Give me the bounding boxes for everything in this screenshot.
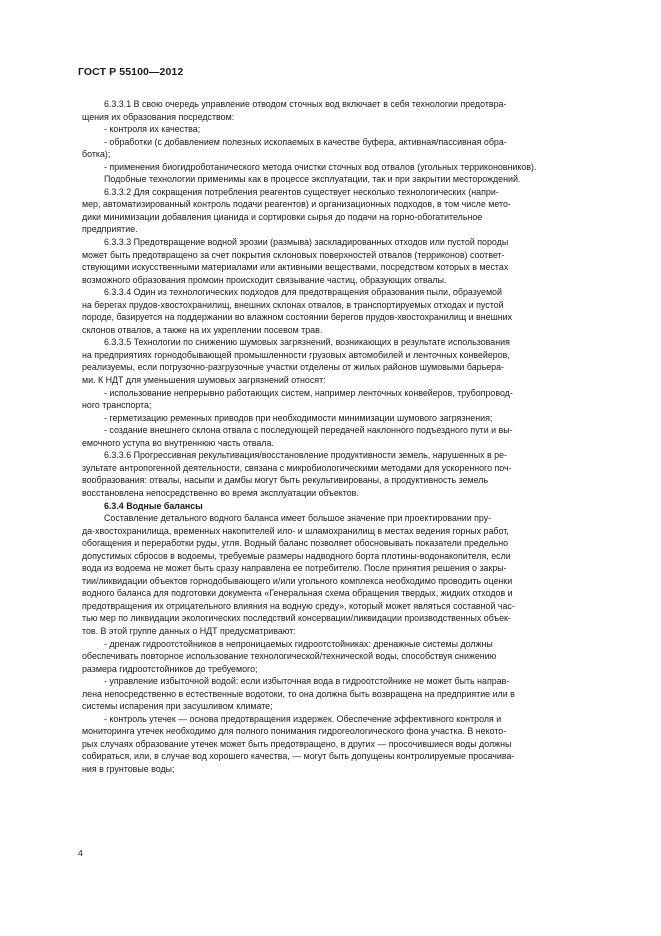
paragraph: - дренаж гидроотстойников в непроницаемых гидроотстойниках: дренажные системы должны обеспечивать повторное использование технологической/технической воды, способствуя снижению размера гидроотстойников до требуемого; — [82, 638, 497, 674]
paragraph: - герметизацию ременных приводов при необходимости минимизации шумового загрязнения; — [104, 412, 493, 423]
document-header: ГОСТ Р 55100—2012 — [78, 66, 184, 78]
paragraph: 6.3.3.2 Для сокращения потребления реагентов существует несколько технологических (напри- мер, автоматизированный контроль подачи реагентов) и организационных подходов, в том числе мето- дики минимизации добавления цианида и сортировки сырья до подачи на горно-обогатительное предприятие. — [82, 186, 511, 235]
paragraph: - применения биогидроботанического метода очистки сточных вод отвалов (угольных терриконовников). — [104, 161, 537, 172]
paragraph: - использование непрерывно работающих систем, например ленточных конвейеров, трубопровод- ного транспорта; — [82, 387, 513, 411]
paragraph: 6.3.3.3 Предотвращение водной эрозии (размыва) заскладированных отходов или пустой породы может быть предотвращено за счет покрытия склоновых поверхностей отвалов (терриконов) соответ- ствующими искусственными материалами или активными веществами, посредством которых в местах возможного образования промоин происходит связывание частиц, образующих отвалы. — [82, 237, 509, 285]
paragraph: - контроль утечек — основа предотвращения издержек. Обеспечение эффективного контроля и мониторинга утечек необходимо для полного понимания гидрогеологического фона участка. В некото- рых случаях образование утечек может быть предотвращено, в других — просочившиеся воды должны собираться, или, в случае вод хорошего качества, — могут быть допущены контролируемые просачива- ния в грунтовые воды; — [82, 713, 515, 774]
paragraph: 6.3.3.6 Прогрессивная рекультивация/восстановление продуктивности земель, нарушенных в ре- зультате антропогенной деятельности, связана с микробиологическими методами для ускоренного поч- вообразования: отвалы, насыпи и дамбы могут быть рекультивированы, а продуктивность земель восстановлена непосредственно во время эксплуатации объектов. — [82, 450, 512, 498]
paragraph: 6.3.3.4 Один из технологических подходов для предотвращения образования пыли, образуемой на берегах прудов-хвостохранилищ, внешних склонах отвалов, в транспортируемых отходах и пустой породе, базируется на поддержании во влажном состоянии берегов прудов-хвостохранилищ и внешних склонов отвалов, а также на их укреплении посевом трав. — [82, 287, 513, 335]
paragraph: 6.3.3.1 В свою очередь управление отводом сточных вод включает в себя технологии предотвра- щения их образования посредством: — [82, 99, 507, 122]
paragraph: - контроля их качества; — [104, 124, 201, 135]
paragraph: - создание внешнего склона отвала с последующей передачей наклонного подъездного пути и вы- емочного уступа во внутреннюю часть отвала. — [82, 425, 513, 448]
page-number: 4 — [78, 848, 83, 858]
paragraph: Подобные технологии применимы как в процессе эксплуатации, так и при закрытии месторождений. — [104, 174, 521, 185]
paragraph: Составление детального водного баланса имеет большое значение при проектировании пру- да-хвостохранилища, временных накопителей ило- и шламохранилищ в местах ведения горных работ, обогащения и переработки руды, угля. Водный баланс позволяет обосновывать показатели предельно допустимых сбросов в водоемы, требуемые размеры надводного борта плотины-водонакопителя, если вода из водоема не может быть сразу направлена ее потребителю. После принятия решения о закры- тии/ликвидации объектов горнодобывающего и/или угольного комплекса необходимо проводить оценки водного баланса для подготовки документа «Генеральная схема обращения твердых, жидких отходов и предотвращения их отрицательного влияния на водную среду», который может являться составной час- тью мер по ликвидации экологических последствий консервации/ликвидации производственных объек- тов. В этой группе данных о НДТ предусматривают: — [82, 513, 515, 636]
document-body — [82, 98, 598, 776]
paragraph: 6.3.3.5 Технологии по снижению шумовых загрязнений, возникающих в результате использования на предприятиях горнодобывающей промышленности грузовых автомобилей и ленточных конвейеров, реализуемы, если погрузочно-разгрузочные участки отделены от жилых районов шумовыми барьера- ми. К НДТ для уменьшения шумовых загрязнений относят: — [82, 337, 510, 386]
section-heading: 6.3.4 Водные балансы — [104, 500, 203, 511]
paragraph: - обработки (с добавлением полезных ископаемых в качестве буфера, активная/пассивная обра- ботка); — [82, 136, 507, 160]
paragraph: - управление избыточной водой: если избыточная вода в гидроотстойнике не может быть направ- лена непосредственно в естественные водотоки, то она должна быть возвращена на предприятие или в системы испарения при засушливом климате; — [82, 676, 515, 712]
